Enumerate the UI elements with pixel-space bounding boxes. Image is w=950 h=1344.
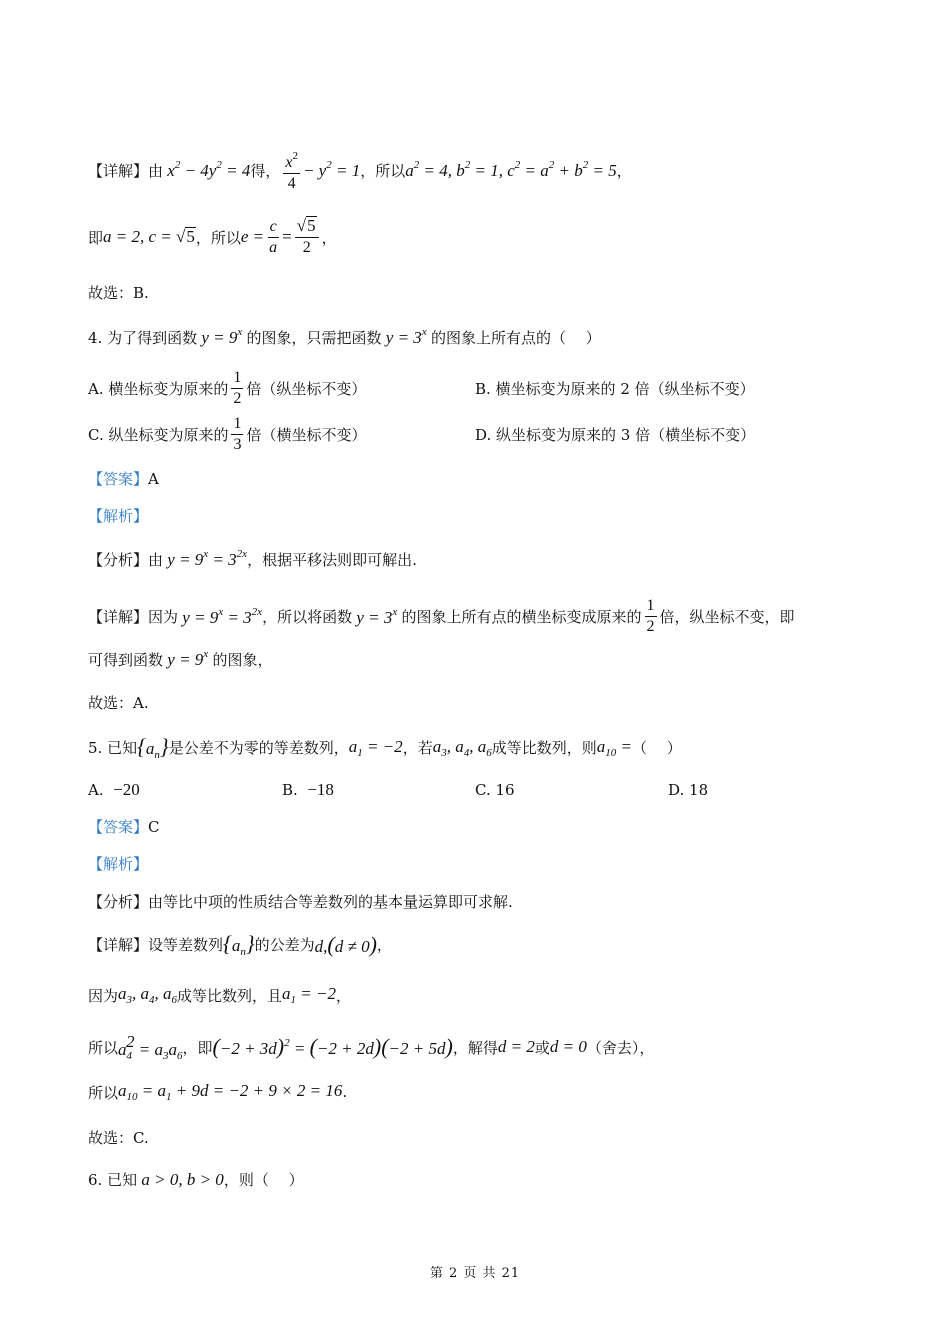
q5-detail xyxy=(88,931,392,958)
answer-value: A xyxy=(148,469,159,488)
q4-detail-line1 xyxy=(88,596,795,637)
math-expr: $a^2 = 4$, $b^2 = 1$, $c^2 = a^2 + b^2 = 5$ xyxy=(405,159,617,180)
text: ，所以将函数 xyxy=(262,608,353,626)
text: 因为 xyxy=(88,986,119,1005)
q6-stem xyxy=(88,1169,304,1190)
option-a: A. 横坐标变为原来的 xyxy=(88,380,229,398)
q5-analysis-label: 【解析】 xyxy=(88,855,149,873)
math-expr: d = 2 xyxy=(497,1037,535,1056)
option-b: B. 横坐标变为原来的 2 倍（纵坐标不变） xyxy=(475,380,755,398)
math-expr: $a_1 = -2$ xyxy=(282,984,336,1006)
q4-analysis-label: 【解析】 xyxy=(88,507,149,525)
text: ，根据平移法则即可解出. xyxy=(247,550,417,569)
math-expr: $x^2 - 4y^2 = 4$ xyxy=(163,159,251,180)
text: （舍去）， xyxy=(586,1038,655,1057)
q5-so xyxy=(88,1032,654,1062)
fraction: $\frac{1}{2}$ xyxy=(233,369,242,407)
text: ， xyxy=(335,986,351,1005)
option-b xyxy=(282,780,334,800)
detail-label: 【详解】由 xyxy=(88,161,164,180)
text: 的图象， xyxy=(212,650,273,669)
text: ，所以 xyxy=(195,228,241,247)
option-c: C. 纵坐标变为原来的 xyxy=(88,426,229,444)
sqrt: √ 5 xyxy=(176,227,195,246)
option-a xyxy=(88,780,140,800)
text: 成等比数列，则 xyxy=(491,739,597,757)
math-expr: $y = 9^x$ xyxy=(163,648,209,669)
math-expr: $a_{10}$ = xyxy=(596,736,632,759)
text: 的图象，只需把函数 xyxy=(246,328,382,347)
text: 【详解】设等差数列 xyxy=(88,936,224,954)
text: 的公差为 xyxy=(254,936,315,954)
q5-answer xyxy=(88,816,160,837)
text: ， xyxy=(321,228,337,247)
q5-stem xyxy=(88,734,682,761)
fraction: $\frac{1}{3}$ xyxy=(233,415,242,453)
q4-options-row2 xyxy=(88,414,888,455)
text: 所以 xyxy=(88,1083,119,1102)
text: 得， xyxy=(250,161,281,180)
math-expr: $y = 9^x = 3^{2x}$ xyxy=(163,548,248,569)
math-expr: a = 2, c = xyxy=(103,227,177,246)
math-expr: d = 0 xyxy=(549,1037,587,1056)
math-expr: $a_1 = -2$ xyxy=(348,736,403,759)
math-expr: d,(d ≠ 0) xyxy=(314,931,377,957)
option-d: D. 18 xyxy=(668,781,709,799)
text: 【分析】由 xyxy=(88,550,164,569)
math-expr: $\{a_n\}$ xyxy=(223,931,255,958)
q5-fenxi: 【分析】由等比中项的性质结合等差数列的基本量运算即可求解. xyxy=(88,893,513,911)
q5-options xyxy=(88,780,888,800)
q4-detail-line2 xyxy=(88,648,272,670)
option-c: C. 16 xyxy=(475,781,515,799)
option-c-tail: 倍（横坐标不变） xyxy=(246,426,367,444)
option-a-label: A. xyxy=(88,781,104,799)
math-expr: $y = 9^x$ xyxy=(197,326,243,347)
text: 4. 为了得到函数 xyxy=(88,328,198,347)
text: 6. 已知 xyxy=(88,1171,138,1189)
q4-options-row1 xyxy=(88,368,888,409)
q5-final xyxy=(88,1081,347,1103)
math-expr: a > 0, b > 0 xyxy=(137,1169,224,1189)
q4-fenxi xyxy=(88,548,417,570)
fraction: $\frac{x^2}{4}$ xyxy=(283,146,300,194)
text: ， xyxy=(616,161,632,180)
text: 所以 xyxy=(88,1038,119,1057)
q4-conclusion: 故选：A. xyxy=(88,694,149,712)
fraction: $\frac{1}{2}$ xyxy=(646,597,655,635)
q3-detail-line1 xyxy=(88,146,632,194)
math-expr: $a_3$, $a_4$, $a_6$ xyxy=(118,984,178,1006)
text: 可得到函数 xyxy=(88,650,164,669)
option-b-value: −18 xyxy=(307,780,334,799)
answer-label: 【答案】 xyxy=(88,818,149,836)
text: . xyxy=(342,1083,348,1101)
text: 或 xyxy=(534,1038,550,1057)
q3-detail-line2: 即 a = 2, c = √ 5 ，所以 e = $\frac{c}{a}$ = √ 5 2 ， xyxy=(88,216,337,256)
text: ，即 xyxy=(182,1038,213,1057)
text: ，则（ ） xyxy=(223,1171,304,1189)
math-expr: e = xyxy=(240,227,265,246)
text: 【详解】因为 xyxy=(88,608,179,626)
text: 5. 已知 xyxy=(88,739,138,757)
text: ，解得 xyxy=(452,1038,498,1057)
math-expr: $y = 3^x$ xyxy=(352,605,398,627)
text: 是公差不为零的等差数列， xyxy=(168,739,349,757)
q5-conclusion: 故选：C. xyxy=(88,1129,149,1147)
math-expr: − $y^2 = 1$ xyxy=(302,159,361,180)
option-a-value: −20 xyxy=(113,780,140,799)
text: 的图象上所有点的横坐标变成原来的 xyxy=(401,608,642,626)
text: ，若 xyxy=(402,739,433,757)
math-expr: $\{a_n\}$ xyxy=(137,734,169,761)
math-expr: $a_4^2 = a_3a_6$ xyxy=(118,1032,183,1062)
page-footer: 第 2 页 共 21 xyxy=(429,1266,521,1281)
q5-because xyxy=(88,984,351,1006)
text: 倍，纵坐标不变，即 xyxy=(659,608,795,626)
answer-value: C xyxy=(148,817,160,836)
option-b-label: B. xyxy=(282,781,298,799)
q4-stem xyxy=(88,326,601,348)
math-expr: $y = 3^x$ xyxy=(381,326,427,347)
fraction: √ 5 2 xyxy=(295,216,319,258)
math-expr: $(-2 + 3d)^2 = (-2 + 2d)(-2 + 5d)$ xyxy=(212,1034,453,1059)
math-expr: $a_{10} = a_1 + 9d = -2 + 9 \times 2 = 16$ xyxy=(118,1081,343,1103)
option-d: D. 纵坐标变为原来的 3 倍（横坐标不变） xyxy=(475,426,756,444)
q3-conclusion: 故选：B. xyxy=(88,284,149,302)
math-expr: $y = 9^x = 3^{2x}$ xyxy=(178,605,263,627)
text: ，所以 xyxy=(360,161,406,180)
text: 的图象上所有点的（ ） xyxy=(430,328,601,347)
math-expr: $a_3$, $a_4$, $a_6$ xyxy=(432,736,492,759)
text: 成等比数列，且 xyxy=(177,986,283,1005)
text: 即 xyxy=(88,228,104,247)
option-a-tail: 倍（纵坐标不变） xyxy=(246,380,367,398)
text: ， xyxy=(376,936,392,954)
fraction: $\frac{c}{a}$ xyxy=(269,217,278,256)
text: （ ） xyxy=(631,739,682,757)
answer-label: 【答案】 xyxy=(88,470,149,488)
q4-answer xyxy=(88,468,159,489)
